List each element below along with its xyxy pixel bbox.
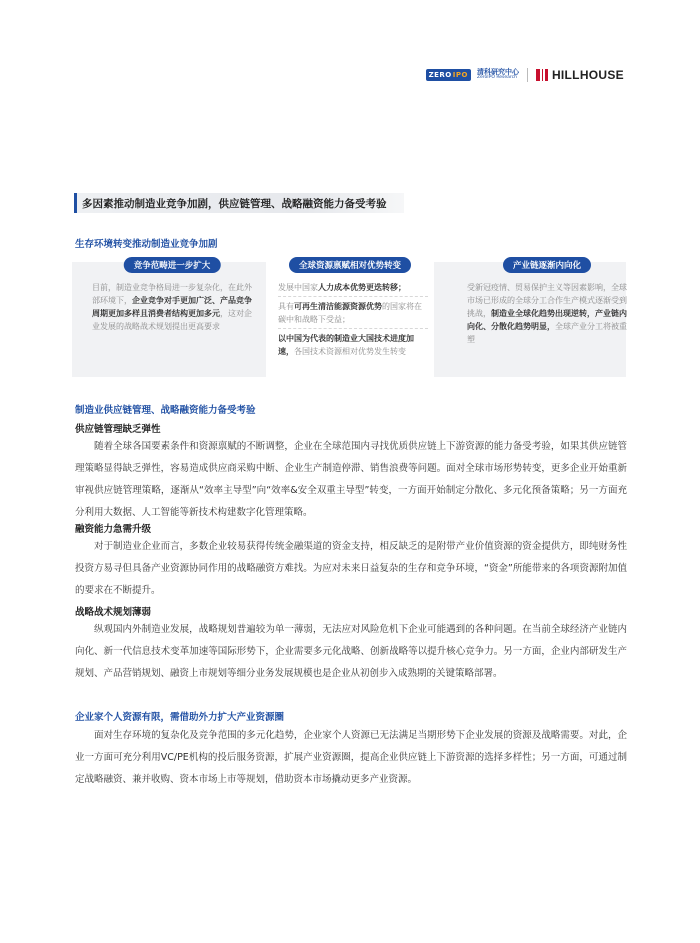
card-text: 全球产业分工将被重塑	[467, 322, 627, 344]
section-banner	[74, 193, 404, 213]
zero-text: ZERO	[428, 71, 452, 79]
section-title: 多因素推动制造业竞争加剧，供应链管理、战略融资能力备受考验	[82, 197, 387, 210]
card-body	[92, 281, 252, 333]
card-text-bold: 企业竞争对手更加广泛、产品竞争周期更加多样且消费者结构更加多元	[92, 296, 252, 318]
block-heading-supply-chain: 供应链管理缺乏弹性	[75, 424, 161, 435]
card-text-bold: 可再生清洁能源资源优势	[294, 302, 382, 311]
card-label: 竞争范畴进一步扩大	[124, 257, 221, 273]
research-cn-text: 清科研究中心	[476, 67, 519, 76]
zeroipo-research-logo	[477, 69, 519, 81]
card-label: 产业链逐渐内向化	[503, 257, 591, 273]
card-text: 发展中国家	[278, 283, 318, 292]
card-paragraph	[278, 300, 428, 326]
block-text-financing: 对于制造业企业而言，多数企业较易获得传统金融渠道的资金支持，相反缺乏的是附带产业价值资源的资金提供方，即纯财务性投资方易寻但具备产业资源协同作用的战略融资方难找。为应对未来日益复杂的生存和竞争环境，“资金”所能带来的各项资源附加值的要求在不断提升。	[75, 541, 627, 596]
header-logos	[426, 68, 624, 82]
card-text: 各国技术资源相对优势发生转变	[294, 347, 406, 356]
card-label: 全球资源禀赋相对优势转变	[289, 257, 411, 273]
card-text: 具有	[278, 302, 294, 311]
hillhouse-mark-icon	[536, 69, 548, 81]
subsection-title-2: 制造业供应链管理、战略融资能力备受考验	[75, 405, 256, 416]
card-paragraph	[278, 281, 428, 294]
card-divider	[278, 296, 428, 298]
logo-divider	[527, 68, 528, 82]
hillhouse-text: HILLHOUSE	[551, 68, 624, 82]
block-heading-strategy: 战略战术规划薄弱	[75, 607, 152, 618]
card-text-bold: 制造业全球化趋势出现逆转，产业链内向化、分散化趋势明显，	[467, 309, 627, 331]
card-text: 受新冠疫情、贸易保护主义等因素影响，全球市场已形成的全球分工合作生产模式逐渐受到挑战，	[467, 283, 627, 318]
final-paragraph: 面对生存环境的复杂化及竞争范围的多元化趋势，企业家个人资源已无法满足当期形势下企业发展的资源及战略需要。对此，企业一方面可充分利用VC/PE机构的投后服务资源，扩展产业资源圈，提高企业供应链上下游资源的选择多样性；另一方面，可通过制定战略融资、兼并收购、资本市场上市等规划，借助资本市场撬动更多产业资源。	[75, 730, 627, 785]
card-body	[278, 281, 428, 358]
card-text: ，这对企业发展的战略战术规划提出更高要求	[92, 309, 252, 331]
card-resource-advantage	[266, 262, 434, 377]
block-text-supply-chain: 随着全球各国要素条件和资源禀赋的不断调整，企业在全球范围内寻找优质供应链上下游资源的能力备受考验，如果其供应链管理策略显得缺乏弹性，容易造成供应商采购中断、企业生产制造停滞、销售浪费等问题。面对全球市场形势转变，更多企业开始重新审视供应链管理策略，逐渐从“效率主导型”向“效率&安全双重主导型”转变，一方面开始制定分散化、多元化预备策略；另一方面充分利用大数据、人工智能等新技术构建数字化管理策略。	[75, 441, 627, 518]
card-body	[467, 281, 627, 346]
subsection-title-3: 企业家个人资源有限，需借助外力扩大产业资源圈	[75, 712, 285, 723]
card-text-bold: 以中国为代表的制造业大国技术进度加速，	[278, 334, 414, 356]
research-en-text: ZeroIPO Research	[476, 75, 517, 81]
zeroipo-logo	[426, 69, 471, 81]
ipo-text: IPO	[452, 71, 468, 79]
card-paragraph	[278, 332, 428, 358]
subsection-title-1: 生存环境转变推动制造业竞争加剧	[75, 239, 218, 250]
block-text-strategy: 纵观国内外制造业发展，战略规划普遍较为单一薄弱，无法应对风险危机下企业可能遇到的各种问题。在当前全球经济产业链内向化、新一代信息技术变革加速等国际形势下，企业需要多元化战略、创新战略等以提升核心竞争力。另一方面，企业内部研发生产规划、产品营销规划、融资上市规划等细分业务发展规模也是企业从初创步入成熟期的关键策略部署。	[75, 624, 627, 679]
card-text-bold: 人力成本优势更迭转移；	[318, 283, 406, 292]
card-text: 的国家将在碳中和战略下受益；	[278, 302, 422, 324]
hillhouse-logo	[536, 68, 624, 82]
card-text: 目前，制造业竞争格局进一步复杂化，在此外部环境下，	[92, 283, 252, 305]
card-divider	[278, 328, 428, 330]
block-heading-financing: 融资能力急需升级	[75, 524, 152, 535]
